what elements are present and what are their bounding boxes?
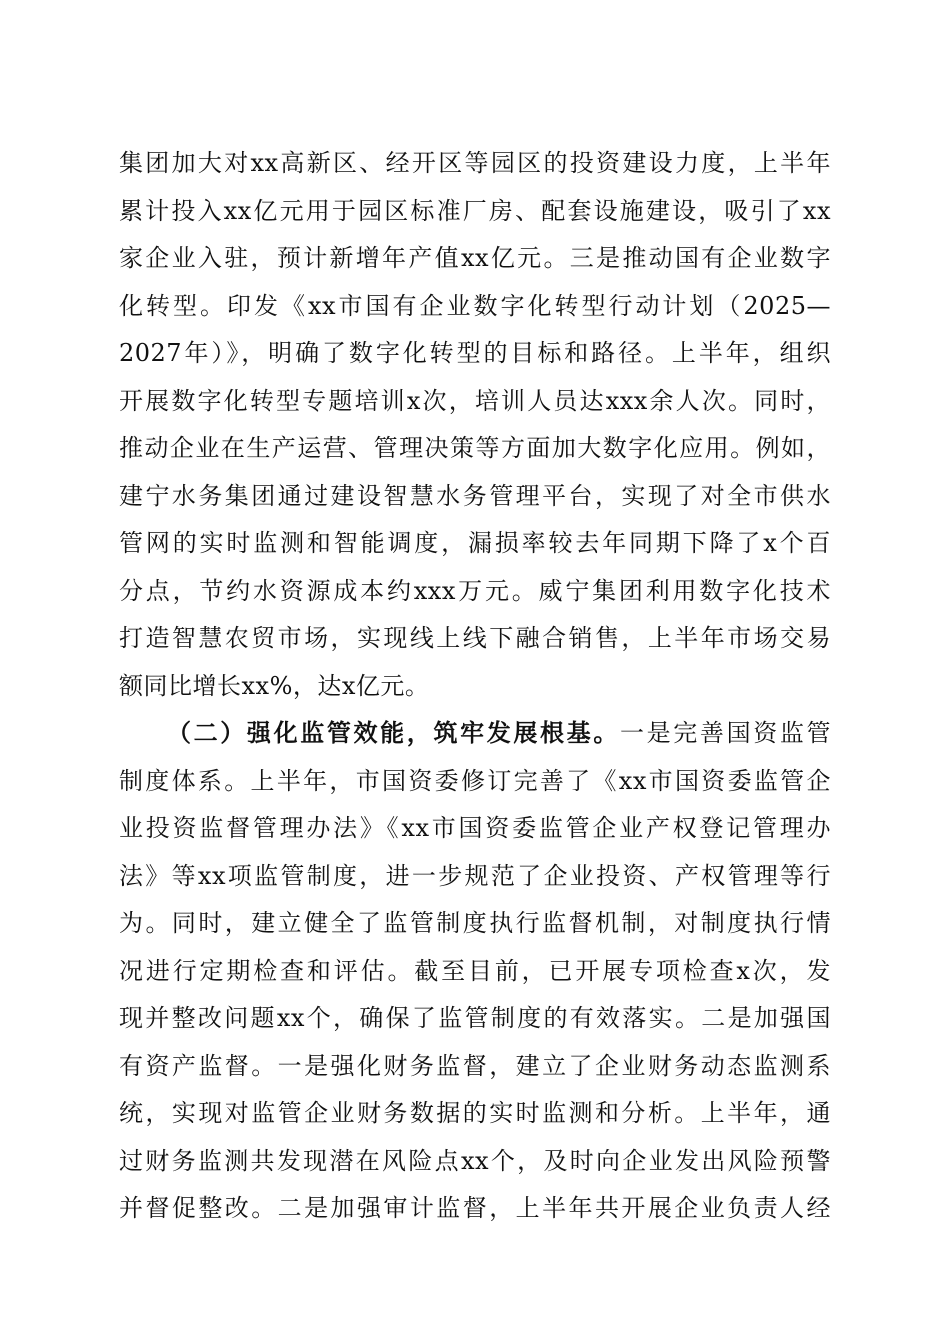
paragraph-line: 现并整改问题xx个，确保了监管制度的有效落实。二是加强国 [119,1004,831,1032]
paragraph-line: 额同比增长xx%，达x亿元。 [119,672,430,700]
paragraph-line: 分点，节约水资源成本约xxx万元。威宁集团利用数字化技术 [119,577,831,605]
paragraph-line: 制度体系。上半年，市国资委修订完善了《xx市国资委监管企 [119,767,831,795]
paragraph-line: 建宁水务集团通过建设智慧水务管理平台，实现了对全市供水 [119,482,831,510]
section-heading: （二）强化监管效能，筑牢发展根基。 [167,718,620,747]
paragraph-line: 况进行定期检查和评估。截至目前，已开展专项检查x次，发 [119,957,831,985]
paragraph-line: 家企业入驻，预计新增年产值xx亿元。三是推动国有企业数字 [119,244,831,272]
paragraph-line: 业投资监督管理办法》《xx市国资委监管企业产权登记管理办 [119,814,831,842]
paragraph-line: 2027年）》，明确了数字化转型的目标和路径。上半年，组织 [119,339,831,367]
paragraph-line: 为。同时，建立健全了监管制度执行监督机制，对制度执行情 [119,909,831,937]
section-heading-line [167,713,831,753]
paragraph-line: 法》等xx项监管制度，进一步规范了企业投资、产权管理等行 [119,862,831,890]
paragraph-line: 开展数字化转型专题培训x次，培训人员达xxx余人次。同时， [119,387,831,415]
paragraph-line: 有资产监督。一是强化财务监督，建立了企业财务动态监测系 [119,1052,831,1080]
paragraph-line: 并督促整改。二是加强审计监督，上半年共开展企业负责人经 [119,1194,831,1222]
paragraph-line: 统，实现对监管企业财务数据的实时监测和分析。上半年，通 [119,1099,831,1127]
paragraph-line: 累计投入xx亿元用于园区标准厂房、配套设施建设，吸引了xx [119,197,831,225]
paragraph-line: 打造智慧农贸市场，实现线上线下融合销售，上半年市场交易 [119,624,831,652]
paragraph-text: 一是完善国资监管 [619,719,832,747]
paragraph-line: 集团加大对xx高新区、经开区等园区的投资建设力度，上半年 [119,149,831,177]
paragraph-line: 化转型。印发《xx市国有企业数字化转型行动计划（2025— [119,292,831,320]
paragraph-line: 管网的实时监测和智能调度，漏损率较去年同期下降了x个百 [119,529,831,557]
paragraph-line: 推动企业在生产运营、管理决策等方面加大数字化应用。例如， [119,434,831,462]
paragraph-line: 过财务监测共发现潜在风险点xx个，及时向企业发出风险预警 [119,1147,831,1175]
